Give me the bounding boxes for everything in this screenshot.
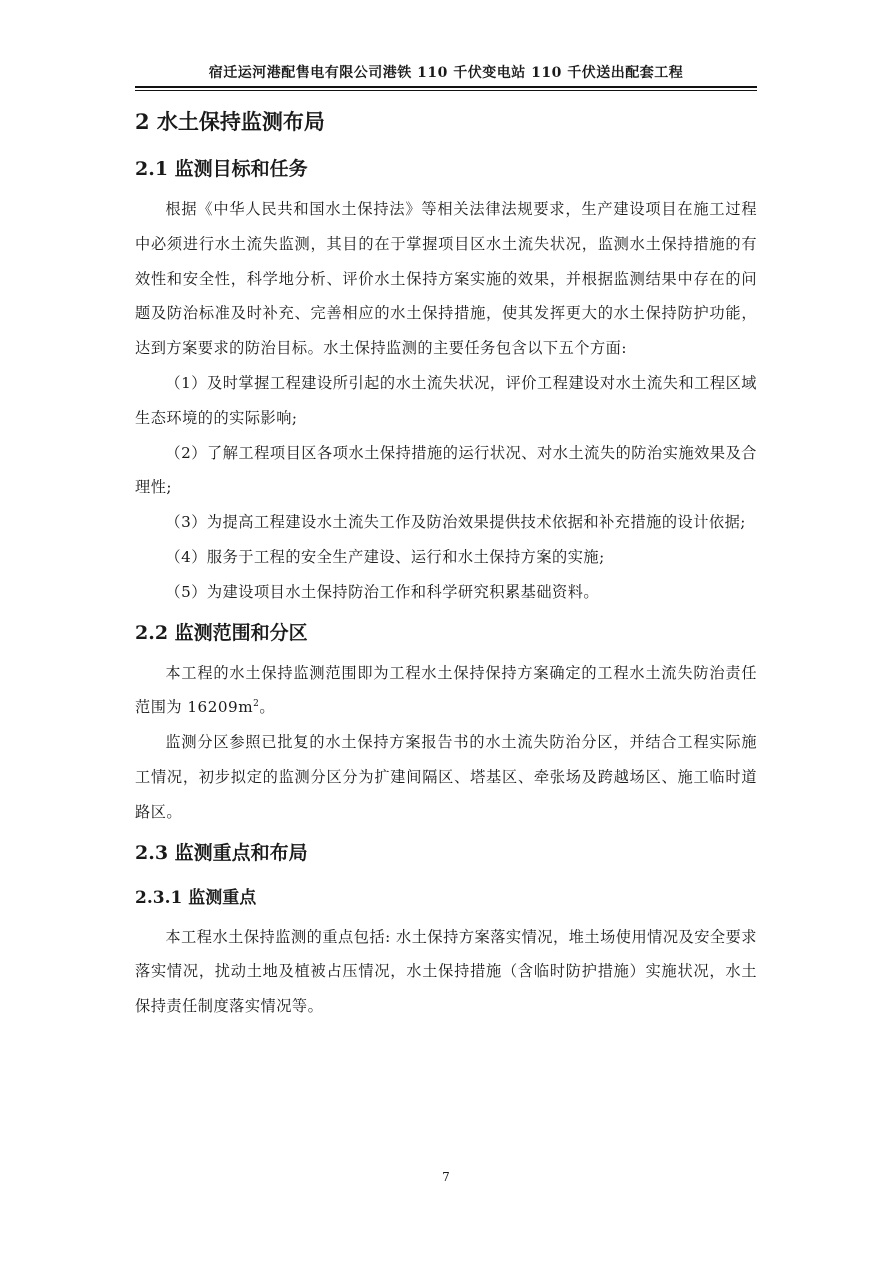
chapter-heading: 2 水土保持监测布局 — [135, 109, 325, 134]
paragraph-monitoring-focus: 本工程水土保持监测的重点包括: 水土保持方案落实情况，堆土场使用情况及安全要求落实情况，扰动土地及植被占压情况，水土保持措施（含临时防护措施）实施状况，水土保持责任制度落实情况等。 — [135, 927, 757, 1016]
paragraph-monitoring-zones: 监测分区参照已批复的水土保持方案报告书的水土流失防治分区，并结合工程实际施工情况，初步拟定的监测分区分为扩建间隔区、塔基区、牵张场及跨越场区、施工临时道路区。 — [135, 733, 757, 821]
scope-text: 本工程的水土保持监测范围即为工程水土保持保持方案确定的工程水土流失防治责任范围为 16209m — [135, 663, 757, 717]
paragraph-monitoring-scope — [135, 656, 757, 726]
scope-text-end: 。 — [259, 698, 276, 717]
list-item-5: （5）为建设项目水土保持防治工作和科学研究积累基础资料。 — [165, 582, 600, 601]
running-header: 宿迁运河港配售电有限公司港铁 110 千伏变电站 110 千伏送出配套工程 — [208, 65, 684, 81]
list-item-3: （3）为提高工程建设水土流失工作及防治效果提供技术依据和补充措施的设计依据; — [165, 513, 746, 532]
section-heading-2-3-1: 2.3.1 监测重点 — [135, 887, 257, 908]
section-heading-2-1: 2.1 监测目标和任务 — [135, 158, 308, 180]
section-heading-2-3: 2.3 监测重点和布局 — [135, 841, 308, 864]
list-item-4: （4）服务于工程的安全生产建设、运行和水土保持方案的实施; — [165, 547, 605, 566]
list-item-2: （2）了解工程项目区各项水土保持措施的运行状况、对水土流失的防治实施效果及合理性; — [135, 443, 757, 497]
list-item-1: （1）及时掌握工程建设所引起的水土流失状况，评价工程建设对水土流失和工程区域生态环境的的实际影响; — [135, 373, 757, 427]
paragraph-monitoring-goals: 根据《中华人民共和国水土保持法》等相关法律法规要求，生产建设项目在施工过程中必须进行水土流失监测，其目的在于掌握项目区水土流失状况，监测水土保持措施的有效性和安全性，科学地分析、评价水土保持方案实施的效果，并根据监测结果中存在的问题及防治标准及时补充、完善相应的水土保持措施，使其发挥更大的水土保持防护功能，达到方案要求的防治目标。水土保持监测的主要任务包含以下五个方面: — [135, 200, 757, 358]
area-unit-superscript: 2 — [253, 699, 260, 710]
page-number: 7 — [442, 1170, 450, 1184]
section-heading-2-2: 2.2 监测范围和分区 — [135, 621, 308, 644]
header-rule — [135, 86, 757, 88]
header-rule-thin — [135, 90, 757, 91]
page-body — [135, 102, 757, 1024]
